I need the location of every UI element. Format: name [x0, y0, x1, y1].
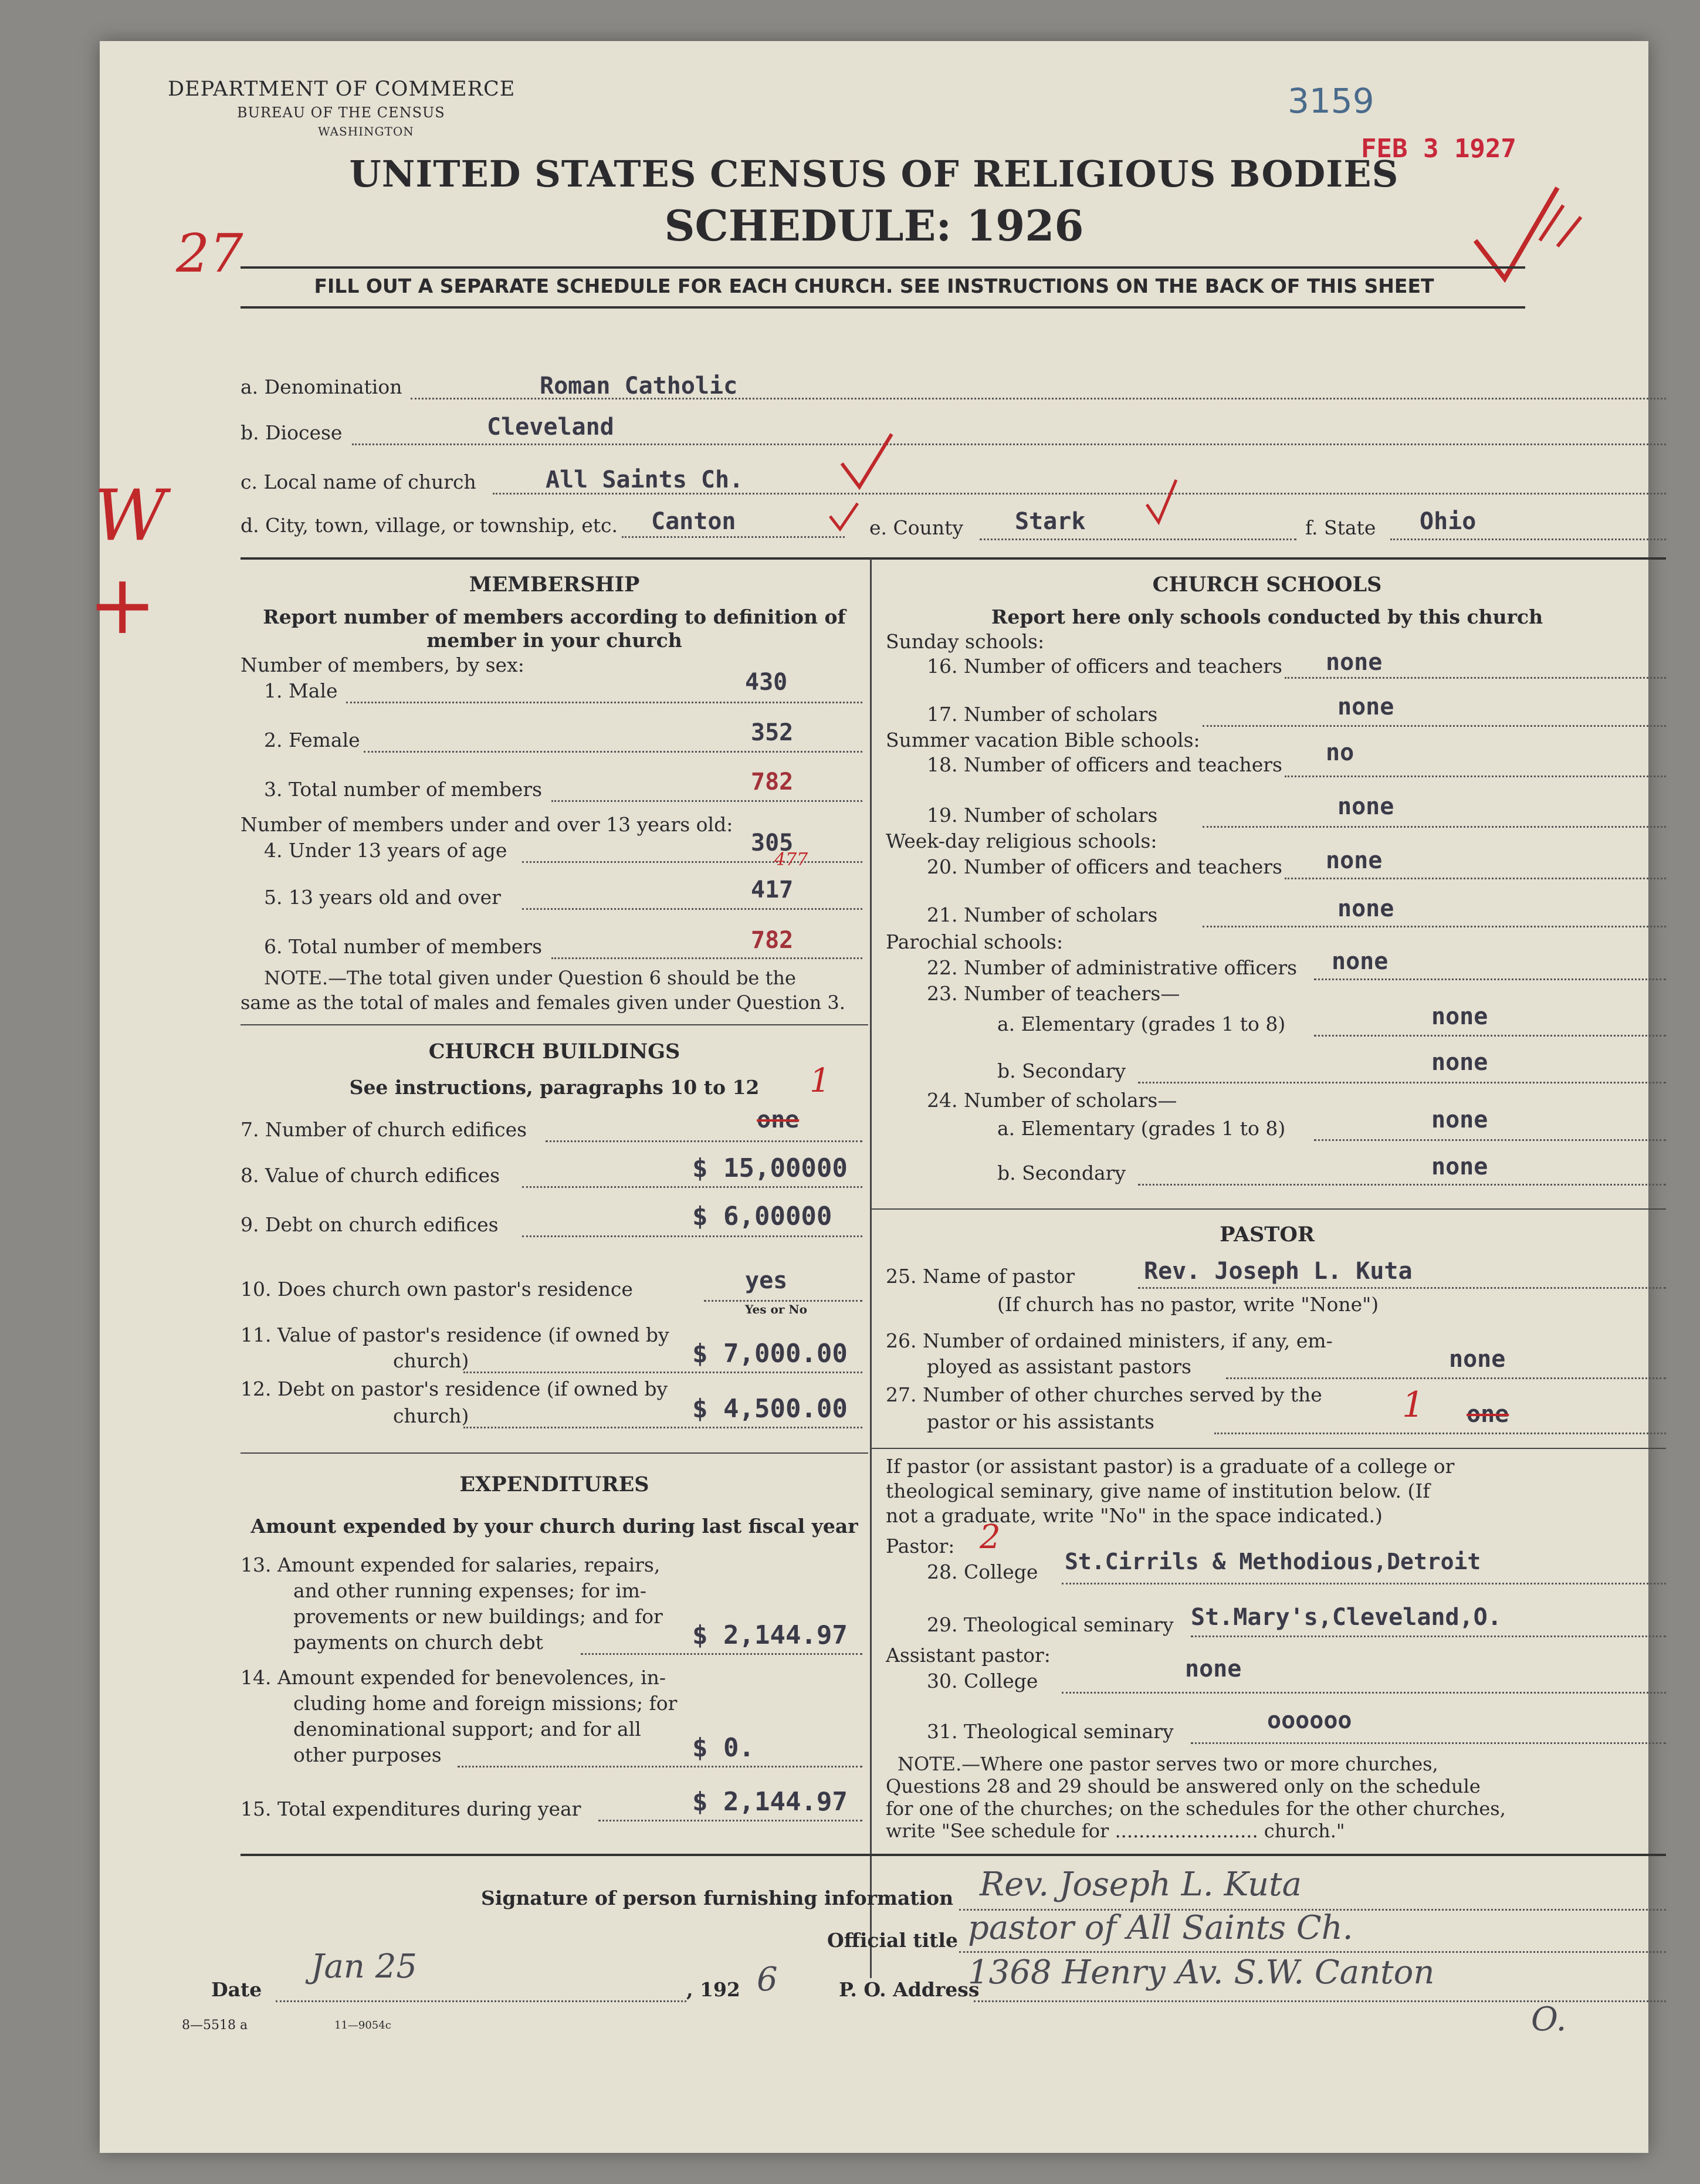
- date-field: [276, 2000, 686, 2002]
- q5-field: [522, 908, 862, 910]
- print-number: 11—9054c: [334, 2019, 391, 2031]
- column-divider: [870, 558, 872, 1978]
- schools-heading: CHURCH SCHOOLS: [1152, 573, 1382, 597]
- q31-label: 31. Theological seminary: [927, 1720, 1174, 1743]
- q25-field: [1138, 1287, 1666, 1289]
- q14-label: 14. Amount expended for benevolences, in-: [241, 1666, 666, 1689]
- q9-label: 9. Debt on church edifices: [241, 1213, 499, 1236]
- q21-field: [1203, 926, 1666, 927]
- q21-label: 21. Number of scholars: [927, 903, 1158, 926]
- q13-label: payments on church debt: [293, 1631, 543, 1654]
- membership-heading: MEMBERSHIP: [469, 573, 640, 597]
- pastor-hand-mark: 2: [980, 1518, 1001, 1556]
- church-name-value: All Saints Ch.: [546, 466, 744, 493]
- checkmark-icon: [1144, 475, 1179, 528]
- q7-value: one: [757, 1106, 800, 1133]
- q23b-value: none: [1431, 1049, 1488, 1076]
- q24b-value: none: [1431, 1153, 1488, 1180]
- parochial-schools-label: Parochial schools:: [886, 930, 1064, 953]
- q30-value: none: [1185, 1655, 1242, 1682]
- po-address-value: O.: [1531, 2000, 1567, 2039]
- q7-field: [546, 1140, 862, 1142]
- q11-label: church): [393, 1349, 469, 1372]
- county-value: Stark: [1015, 508, 1086, 535]
- q11-label: 11. Value of pastor's residence (if owned by: [241, 1323, 669, 1346]
- q24a-label: a. Elementary (grades 1 to 8): [997, 1117, 1286, 1140]
- received-date-stamp: FEB 3 1927: [1361, 134, 1516, 164]
- q7-correction: 1: [810, 1062, 831, 1100]
- q16-value: none: [1326, 649, 1383, 676]
- q11-field: [463, 1372, 862, 1373]
- pastor-note: write "See schedule for ........................ church.": [886, 1820, 1345, 1842]
- date-label: Date: [211, 1978, 262, 2001]
- bureau-heading: BUREAU OF THE CENSUS: [237, 104, 445, 121]
- date-value: Jan 25: [311, 1948, 417, 1986]
- membership-note: NOTE.—The total given under Question 6 should be the: [264, 967, 796, 989]
- membership-intro: member in your church: [426, 629, 682, 652]
- q27-value: one: [1467, 1401, 1509, 1428]
- divider: [871, 1208, 1666, 1210]
- q23a-value: none: [1431, 1003, 1488, 1030]
- expenditures-heading: EXPENDITURES: [459, 1472, 649, 1496]
- q10-field: [704, 1300, 862, 1302]
- q22-value: none: [1332, 948, 1389, 975]
- q23-label: 23. Number of teachers—: [927, 982, 1180, 1005]
- q28-field: [1062, 1583, 1666, 1584]
- signature-value: Rev. Joseph L. Kuta: [980, 1865, 1302, 1904]
- q23b-field: [1138, 1082, 1666, 1083]
- members-by-age-label: Number of members under and over 13 years old:: [241, 813, 733, 836]
- q6-field: [551, 957, 862, 959]
- q26-label: ployed as assistant pastors: [927, 1355, 1191, 1378]
- q27-label: 27. Number of other churches served by the: [886, 1383, 1322, 1406]
- q9-field: [522, 1235, 862, 1237]
- q25-note: (If church has no pastor, write "None"): [997, 1293, 1379, 1316]
- q23a-label: a. Elementary (grades 1 to 8): [997, 1013, 1286, 1035]
- department-heading: DEPARTMENT OF COMMERCE: [168, 77, 516, 101]
- q29-label: 29. Theological seminary: [927, 1613, 1174, 1636]
- q2-label: 2. Female: [264, 729, 360, 751]
- county-label: e. County: [869, 516, 964, 539]
- q13-label: provements or new buildings; and for: [293, 1605, 663, 1628]
- serial-number: 3159: [1288, 81, 1374, 121]
- q13-label: and other running expenses; for im-: [293, 1579, 647, 1602]
- q10-label: 10. Does church own pastor's residence: [241, 1278, 633, 1301]
- q14-label: cluding home and foreign missions; for: [293, 1692, 678, 1715]
- q26-field: [1226, 1377, 1666, 1379]
- q15-label: 15. Total expenditures during year: [241, 1797, 581, 1820]
- q24b-label: b. Secondary: [997, 1162, 1126, 1184]
- q13-label: 13. Amount expended for salaries, repairs,: [241, 1553, 661, 1576]
- q8-label: 8. Value of church edifices: [241, 1164, 500, 1187]
- q22-field: [1314, 978, 1666, 980]
- graduate-instruction: not a graduate, write "No" in the space indicated.): [886, 1504, 1383, 1527]
- diocese-label: b. Diocese: [241, 421, 343, 444]
- membership-intro: Report number of members according to definition of: [263, 605, 846, 628]
- city-label: d. City, town, village, or township, etc.: [241, 514, 618, 537]
- margin-mark: +: [88, 557, 157, 653]
- schools-subheading: Report here only schools conducted by this church: [991, 605, 1543, 628]
- q5-value: 417: [751, 876, 794, 903]
- members-by-sex-label: Number of members, by sex:: [241, 653, 524, 676]
- membership-note: same as the total of males and females given under Question 3.: [241, 991, 845, 1014]
- q7-label: 7. Number of church edifices: [241, 1118, 527, 1141]
- q19-field: [1203, 826, 1666, 828]
- assistant-pastor-subheading: Assistant pastor:: [886, 1644, 1051, 1667]
- q21-value: none: [1337, 895, 1394, 922]
- q31-field: [1191, 1742, 1666, 1744]
- expenditures-subheading: Amount expended by your church during last fiscal year: [250, 1515, 858, 1538]
- q16-label: 16. Number of officers and teachers: [927, 655, 1282, 678]
- city-heading: WASHINGTON: [318, 124, 414, 138]
- denomination-label: a. Denomination: [241, 375, 402, 398]
- q24-label: 24. Number of scholars—: [927, 1089, 1177, 1112]
- pastor-note: Questions 28 and 29 should be answered only on the schedule: [886, 1775, 1481, 1797]
- census-schedule-page: [88, 41, 1648, 2153]
- pastor-heading: PASTOR: [1220, 1223, 1315, 1247]
- denomination-value: Roman Catholic: [540, 373, 738, 399]
- q20-label: 20. Number of officers and teachers: [927, 855, 1282, 878]
- divider: [241, 1452, 868, 1454]
- pastor-subheading: Pastor:: [886, 1535, 955, 1557]
- q15-value: $ 2,144.97: [692, 1787, 848, 1817]
- q19-label: 19. Number of scholars: [927, 804, 1158, 827]
- city-value: Canton: [651, 508, 736, 535]
- year-label: , 192: [686, 1978, 740, 2001]
- q30-field: [1062, 1692, 1666, 1694]
- handwritten-number: 27: [176, 223, 243, 285]
- official-title-label: Official title: [827, 1929, 958, 1952]
- signature-label: Signature of person furnishing information: [481, 1887, 954, 1909]
- year-value: 6: [757, 1960, 778, 1999]
- q27-field: [1214, 1433, 1666, 1434]
- q4-value: 305: [751, 829, 794, 856]
- q5-correction: 477: [774, 849, 808, 870]
- q15-field: [598, 1820, 862, 1821]
- state-value: Ohio: [1420, 508, 1477, 535]
- q3-label: 3. Total number of members: [264, 778, 543, 801]
- graduate-instruction: If pastor (or assistant pastor) is a graduate of a college or: [886, 1455, 1455, 1478]
- q28-value: St.Cirrils & Methodious,Detroit: [1065, 1549, 1481, 1574]
- divider: [241, 557, 1666, 560]
- buildings-heading: CHURCH BUILDINGS: [428, 1039, 680, 1064]
- checkmark-icon: [827, 499, 862, 534]
- pastor-note: NOTE.—Where one pastor serves two or more churches,: [898, 1753, 1438, 1775]
- q22-label: 22. Number of administrative officers: [927, 956, 1298, 979]
- q1-field: [346, 702, 862, 703]
- q18-field: [1285, 776, 1666, 777]
- q28-label: 28. College: [927, 1560, 1038, 1583]
- q17-value: none: [1337, 693, 1394, 720]
- schedule-title: SCHEDULE: 1926: [664, 201, 1084, 250]
- form-title: UNITED STATES CENSUS OF RELIGIOUS BODIES: [349, 153, 1399, 195]
- q14-field: [458, 1766, 862, 1767]
- q14-value: $ 0.: [692, 1733, 754, 1763]
- q4-label: 4. Under 13 years of age: [264, 839, 507, 862]
- q1-label: 1. Male: [264, 679, 338, 702]
- q2-field: [364, 751, 862, 753]
- q25-label: 25. Name of pastor: [886, 1265, 1075, 1288]
- q18-value: no: [1326, 739, 1354, 766]
- q12-field: [463, 1427, 862, 1428]
- q29-value: St.Mary's,Cleveland,O.: [1191, 1604, 1502, 1631]
- q27-correction: 1: [1402, 1384, 1425, 1425]
- q26-value: none: [1449, 1346, 1506, 1373]
- margin-mark: W: [94, 475, 167, 557]
- q23b-label: b. Secondary: [997, 1059, 1126, 1082]
- q12-value: $ 4,500.00: [692, 1394, 848, 1424]
- q4-field: [522, 861, 862, 863]
- yes-no-caption: Yes or No: [745, 1302, 807, 1316]
- q10-value: yes: [745, 1267, 788, 1294]
- church-name-label: c. Local name of church: [241, 470, 476, 493]
- divider: [241, 1854, 1666, 1856]
- state-label: f. State: [1305, 516, 1376, 539]
- q5-label: 5. 13 years old and over: [264, 886, 501, 909]
- diocese-field: [352, 443, 1666, 445]
- divider: [871, 1448, 1666, 1449]
- q17-field: [1203, 725, 1666, 727]
- q20-field: [1285, 878, 1666, 879]
- pastor-note: for one of the churches; on the schedules for the other churches,: [886, 1797, 1506, 1820]
- q25-value: Rev. Joseph L. Kuta: [1144, 1258, 1413, 1285]
- official-title-value: pastor of All Saints Ch.: [968, 1909, 1353, 1947]
- q29-field: [1191, 1636, 1666, 1637]
- q16-field: [1285, 677, 1666, 679]
- q8-value: $ 15,00000: [692, 1153, 848, 1183]
- divider: [241, 1024, 868, 1025]
- diocese-value: Cleveland: [487, 414, 614, 441]
- po-address-value: 1368 Henry Av. S.W. Canton: [968, 1953, 1435, 1992]
- summer-schools-label: Summer vacation Bible schools:: [886, 729, 1200, 751]
- q3-field: [551, 800, 862, 802]
- q24a-value: none: [1431, 1106, 1488, 1133]
- q26-label: 26. Number of ordained ministers, if any, em-: [886, 1329, 1333, 1352]
- q20-value: none: [1326, 847, 1383, 874]
- q24a-field: [1314, 1139, 1666, 1141]
- q23a-field: [1314, 1035, 1666, 1037]
- graduate-instruction: theological seminary, give name of institution below. (If: [886, 1479, 1430, 1502]
- q31-value: oooooo: [1267, 1707, 1352, 1734]
- q30-label: 30. College: [927, 1670, 1038, 1692]
- q1-value: 430: [745, 669, 788, 696]
- q19-value: none: [1337, 793, 1394, 820]
- q14-label: other purposes: [293, 1743, 442, 1766]
- q11-value: $ 7,000.00: [692, 1339, 848, 1369]
- po-address-label: P. O. Address: [839, 1978, 980, 2001]
- state-field: [1390, 539, 1666, 540]
- q9-value: $ 6,00000: [692, 1201, 832, 1231]
- q18-label: 18. Number of officers and teachers: [927, 753, 1282, 776]
- q8-field: [522, 1186, 862, 1188]
- q13-field: [581, 1653, 862, 1655]
- q27-label: pastor or his assistants: [927, 1410, 1154, 1433]
- q6-value: 782: [751, 927, 794, 954]
- q13-value: $ 2,144.97: [692, 1620, 848, 1650]
- divider: [241, 266, 1525, 269]
- county-field: [980, 539, 1296, 540]
- divider: [241, 306, 1525, 309]
- city-field: [622, 536, 845, 538]
- official-title-field: [959, 1951, 1666, 1953]
- q2-value: 352: [751, 719, 794, 746]
- form-number: 8—5518 a: [182, 2018, 248, 2033]
- q14-label: denominational support; and for all: [293, 1718, 641, 1741]
- instruction-line: FILL OUT A SEPARATE SCHEDULE FOR EACH CHURCH. SEE INSTRUCTIONS ON THE BACK OF THIS SHEET: [314, 275, 1434, 297]
- q12-label: 12. Debt on pastor's residence (if owned by: [241, 1377, 668, 1400]
- weekday-schools-label: Week-day religious schools:: [886, 829, 1157, 852]
- q17-label: 17. Number of scholars: [927, 703, 1158, 726]
- q3-value: 782: [751, 768, 794, 795]
- checkmark-icon: [839, 428, 898, 493]
- sunday-schools-label: Sunday schools:: [886, 630, 1045, 653]
- q24b-field: [1138, 1184, 1666, 1186]
- buildings-subheading: See instructions, paragraphs 10 to 12: [349, 1076, 760, 1099]
- q12-label: church): [393, 1404, 469, 1427]
- q6-label: 6. Total number of members: [264, 935, 543, 958]
